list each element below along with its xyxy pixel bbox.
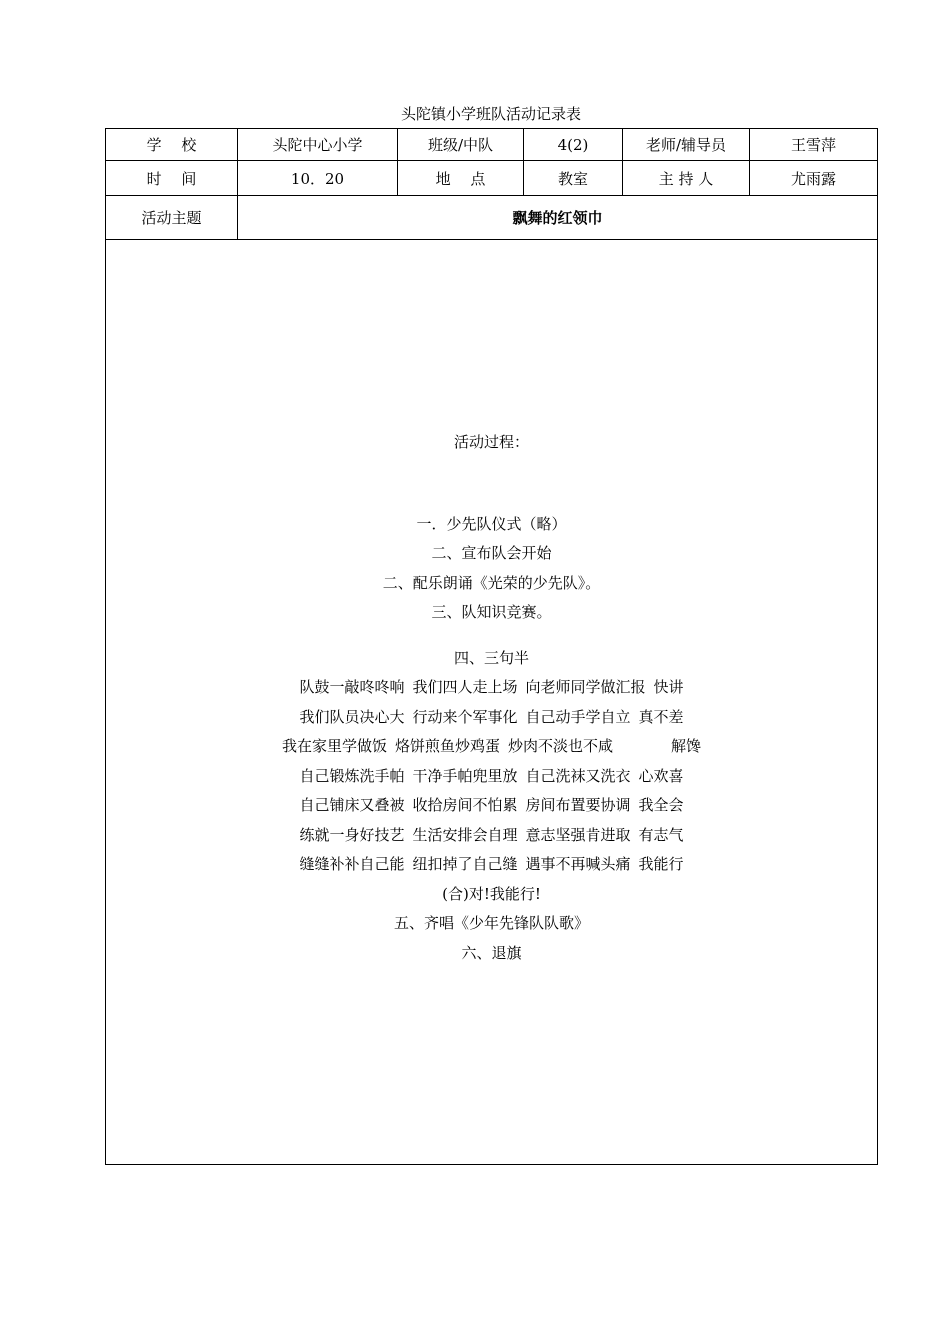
poem-phrase: 自己洗袜又洗衣 [525,766,631,785]
theme-label: 活动主题 [106,196,238,240]
chorus-line: (合)对!我能行! [442,884,541,903]
table-row [106,196,878,240]
poem-phrase: 练就一身好技艺 [299,825,405,844]
step-item: 二、配乐朗诵《光荣的少先队》。 [382,573,601,592]
poem-heading: 四、三句半 [453,648,529,667]
poem-phrase: 我们队员决心大 [299,707,405,726]
poem-phrase: 队鼓一敲咚咚响 [299,678,405,696]
poem-phrase: 生活安排会自理 [412,825,518,844]
poem-phrase: 缝缝补补自己能 [299,855,405,873]
activity-process-cell [106,240,878,1165]
host-value: 尤雨露 [750,161,878,196]
poem-phrase: 房间布置要协调 [525,796,631,814]
poem-line [106,736,877,766]
poem-phrase: 解馋 [671,737,702,755]
poem-line [106,854,877,884]
poem-line [106,677,877,707]
school-value: 头陀中心小学 [238,129,398,161]
table-row [106,240,878,1165]
class-label: 班级/中队 [398,129,524,161]
step-item: 二、宣布队会开始 [431,544,552,562]
time-label: 时 间 [106,161,238,196]
poem-phrase: 行动来个军事化 [412,707,518,726]
table-row [106,161,878,196]
poem-phrase: 自己锻炼洗手帕 [299,766,405,785]
poem-phrase: 我在家里学做饭 [281,737,387,755]
poem-phrase: 我们四人走上场 [412,678,518,696]
poem-phrase: 自己动手学自立 [525,707,631,726]
teacher-value: 王雪萍 [750,129,878,161]
activity-record-table [105,128,878,1165]
poem-line [106,795,877,825]
document-title: 头陀镇小学班队活动记录表 [400,105,581,123]
poem-phrase: 遇事不再喊头痛 [525,855,631,873]
poem-phrase: 我能行 [638,855,684,873]
poem-phrase: 炒肉不淡也不咸 [508,737,614,755]
theme-value: 飘舞的红领巾 [238,196,878,240]
poem-phrase: 干净手帕兜里放 [412,766,518,785]
school-label: 学 校 [106,129,238,161]
poem-phrase: 心欢喜 [638,766,684,785]
place-value: 教室 [524,161,623,196]
poem-phrase: 纽扣掉了自己缝 [412,855,518,873]
poem-phrase: 有志气 [638,825,684,844]
poem-phrase: 收拾房间不怕累 [412,796,518,814]
process-heading: 活动过程： [453,433,529,451]
poem-phrase: 烙饼煎鱼炒鸡蛋 [394,737,500,755]
step-item: 五、齐唱《少年先锋队队歌》 [393,914,589,932]
time-value: 10．20 [238,161,398,196]
poem-phrase: 我全会 [638,796,684,814]
poem-line [106,766,877,796]
poem-phrase: 快讲 [653,678,684,696]
step-item: 六、退旗 [461,943,522,962]
poem-line [106,707,877,737]
poem-phrase: 真不差 [638,707,684,726]
place-label: 地 点 [398,161,524,196]
poem-phrase: 意志坚强肯进取 [525,825,631,844]
poem-phrase: 向老师同学做汇报 [525,678,646,696]
step-item: 三、队知识竞赛。 [431,603,552,621]
class-value: 4(2) [524,129,623,161]
poem-line [106,825,877,855]
host-label: 主 持 人 [623,161,750,196]
poem-phrase: 自己铺床又叠被 [299,796,405,814]
step-item: 一．少先队仪式（略） [416,514,567,533]
table-row [106,129,878,161]
teacher-label: 老师/辅导员 [623,129,750,161]
